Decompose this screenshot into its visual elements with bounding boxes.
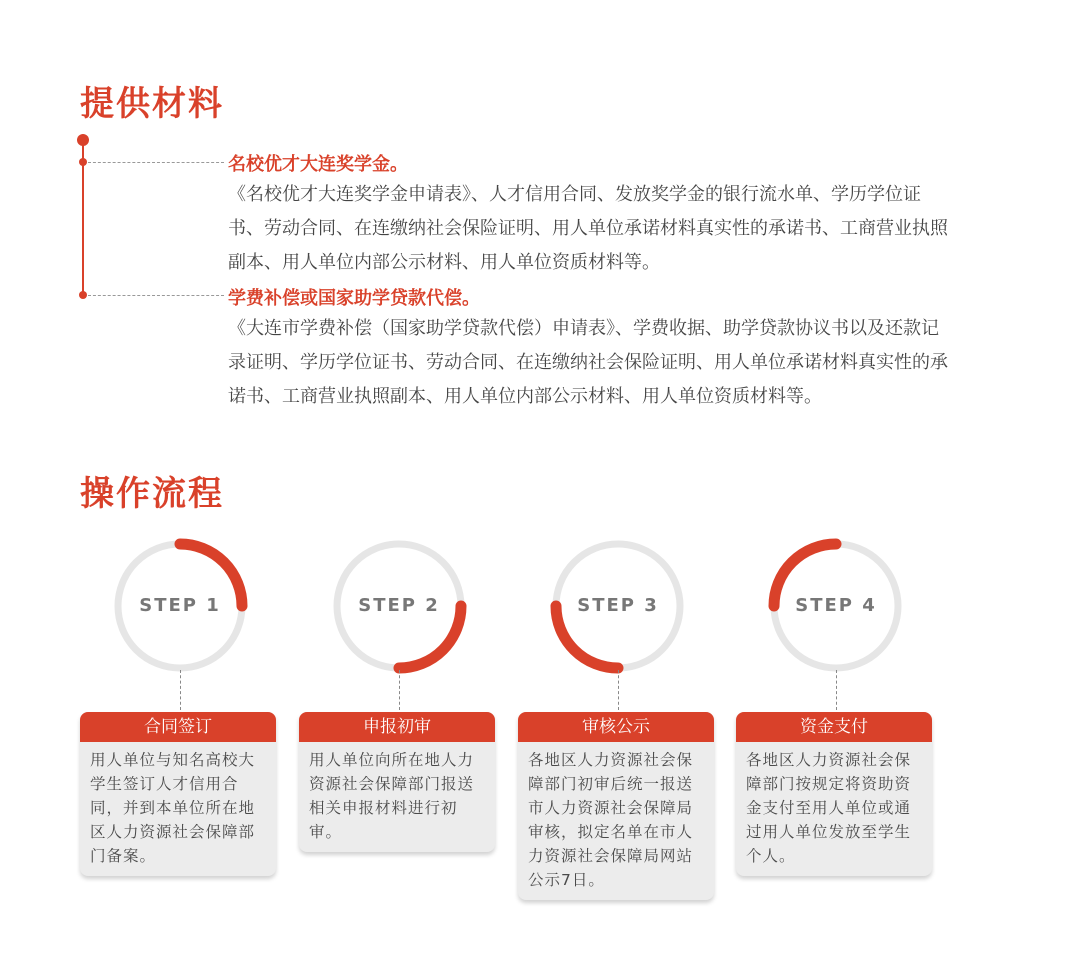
- step-title: 审核公示: [518, 712, 714, 742]
- material-item-body: 《大连市学费补偿（国家助学贷款代偿）申请表》、学费收据、助学贷款协议书以及还款记录证明、学历学位证书、劳动合同、在连缴纳社会保险证明、用人单位承诺材料真实性的承诺书、工商营业执照副本、用人单位内部公示材料、用人单位资质材料等。: [228, 318, 948, 407]
- step-card: [299, 712, 495, 852]
- step-description: 用人单位向所在地人力资源社会保障部门报送相关申报材料进行初审。: [309, 751, 475, 841]
- material-item-heading: 名校优才大连奖学金。: [228, 154, 408, 175]
- step-connector: [399, 670, 400, 710]
- step-title: 申报初审: [299, 712, 495, 742]
- step-card: [80, 712, 276, 876]
- step-label: STEP 2: [358, 595, 440, 616]
- step-description: 各地区人力资源社会保障部门按规定将资助资金支付至用人单位或通过用人单位发放至学生个人。: [746, 751, 912, 865]
- step-card: [736, 712, 932, 876]
- process-title: 操作流程: [80, 474, 224, 514]
- step-description: 用人单位与知名高校大学生签订人才信用合同，并到本单位所在地区人力资源社会保障部门备案。: [90, 751, 256, 865]
- timeline-dot-icon: [77, 134, 89, 146]
- step-label: STEP 1: [139, 595, 221, 616]
- materials-title: 提供材料: [80, 84, 224, 124]
- step-connector: [180, 670, 181, 710]
- timeline-node-icon: [79, 158, 87, 166]
- step-label: STEP 4: [795, 595, 877, 616]
- step-label: STEP 3: [577, 595, 659, 616]
- step-description: 各地区人力资源社会保障部门初审后统一报送市人力资源社会保障局审核，拟定名单在市人力资源社会保障局网站公示7日。: [528, 751, 694, 889]
- material-item-body: 《名校优才大连奖学金申请表》、人才信用合同、发放奖学金的银行流水单、学历学位证书、劳动合同、在连缴纳社会保险证明、用人单位承诺材料真实性的承诺书、工商营业执照副本、用人单位内部公示材料、用人单位资质材料等。: [228, 184, 948, 273]
- timeline-connector: [88, 162, 224, 163]
- step-connector: [836, 670, 837, 710]
- timeline-node-icon: [79, 291, 87, 299]
- step-card: [518, 712, 714, 900]
- step-title: 合同签订: [80, 712, 276, 742]
- step-connector: [618, 670, 619, 710]
- step-title: 资金支付: [736, 712, 932, 742]
- timeline-connector: [88, 295, 224, 296]
- material-item-heading: 学费补偿或国家助学贷款代偿。: [228, 288, 480, 309]
